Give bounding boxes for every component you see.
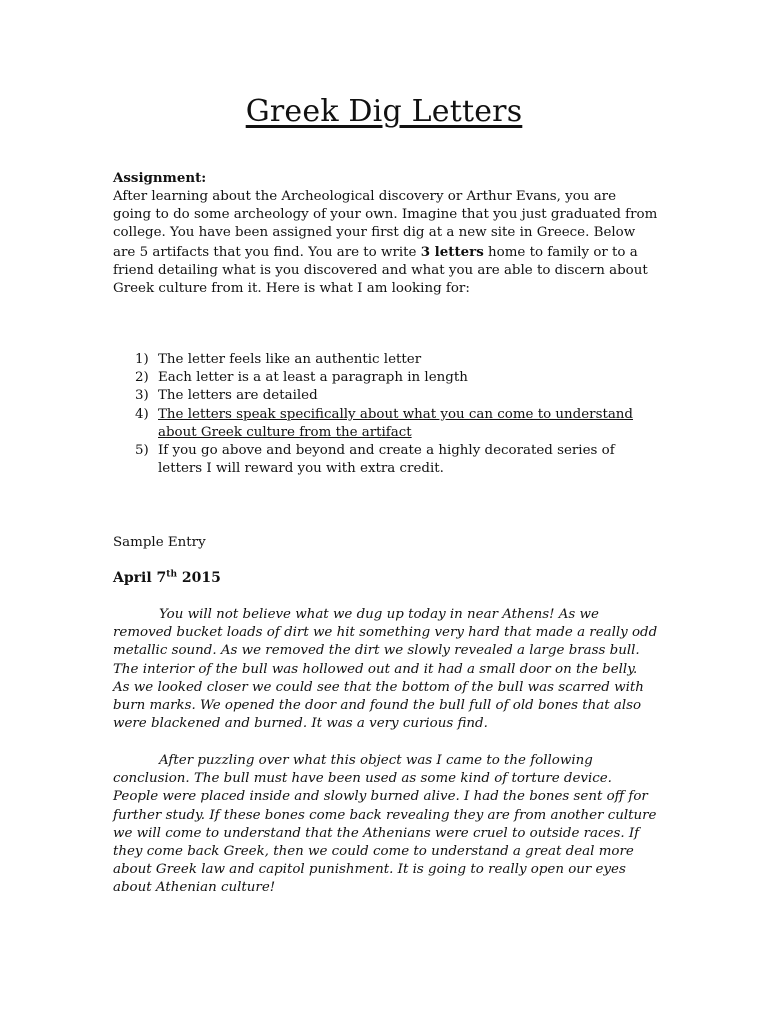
criteria-item (113, 369, 658, 387)
entry-date (113, 569, 658, 587)
entry-date-ordinal: th (166, 569, 177, 580)
assignment-body (113, 188, 658, 298)
criteria-number: 2) (135, 370, 149, 386)
assignment-body-bold: 3 letters (420, 243, 484, 260)
entry-date-year: 2015 (176, 570, 221, 586)
criteria-text: The letters speak specifically about what you can come to understand about Greek culture from the artifact (158, 406, 634, 440)
criteria-number: 5) (135, 443, 149, 459)
page-title: Greek Dig Letters (245, 94, 523, 129)
criteria-item (113, 387, 658, 405)
criteria-number: 3) (135, 388, 149, 404)
criteria-number: 4) (135, 406, 149, 422)
criteria-text: If you go above and beyond and create a highly decorated series of letters I will reward you with extra credit. (158, 443, 615, 477)
criteria-list (113, 351, 658, 478)
letter-paragraph-2: After puzzling over what this object was I came to the following conclusion. The bull must have been used as some kind of torture device. People were placed inside and slowly burned alive. I had the bones sent off for further study. If these bones come back revealing they are from another culture we will come to understand that the Athenians were cruel to outside races. If they come back Greek, then we could come to understand a great deal more about Greek law and capitol punishment. It is going to really open our eyes about Athenian culture! (113, 753, 657, 896)
criteria-number: 1) (135, 352, 149, 367)
assignment-heading: Assignment: (113, 170, 207, 186)
criteria-text: The letter feels like an authentic letter (158, 352, 422, 367)
sample-entry-label: Sample Entry (113, 535, 206, 550)
assignment-body-start: After learning about the Archeological discovery or Arthur Evans, you are going to do some archeology of your own. Imagine that you just graduated from college. You have been assigned your first dig at a new site in Greece. Below are 5 artifacts that you find. You are to write (113, 189, 658, 260)
letter-paragraph-1: You will not believe what we dug up today in near Athens! As we removed bucket loads of dirt we hit something very hard that made a really odd metallic sound. As we removed the dirt we slowly revealed a large brass bull. The interior of the bull was hollowed out and it had a small door on the belly. As we looked closer we could see that the bottom of the bull was scarred with burn marks. We opened the door and found the bull full of old bones that also were blackened and burned. It was a very curious find. (113, 607, 658, 732)
criteria-item (113, 351, 658, 369)
criteria-text: Each letter is a at least a paragraph in length (158, 370, 468, 386)
entry-date-day: April 7 (113, 570, 167, 586)
criteria-item (113, 406, 658, 442)
criteria-item (113, 442, 658, 478)
assignment-body-end: home to family or to a friend detailing what is you discovered and what you are able to discern about Greek culture from it. Here is what I am looking for: (113, 244, 648, 297)
criteria-text: The letters are detailed (158, 388, 318, 404)
